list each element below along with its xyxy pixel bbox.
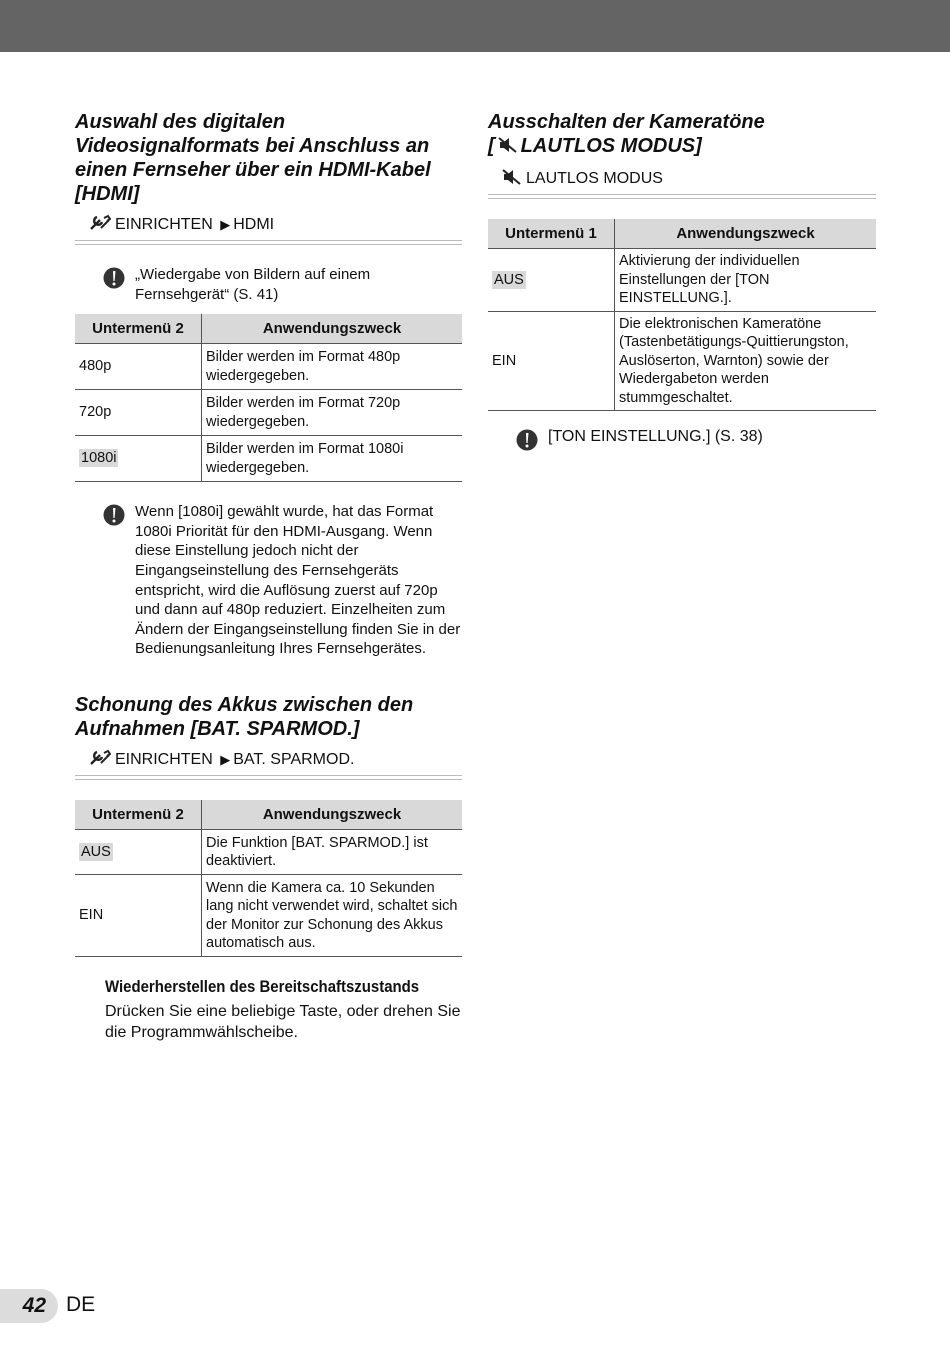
- silent-note: [488, 427, 876, 447]
- restore-title: Wiederherstellen des Bereitschaftszustands: [105, 977, 420, 996]
- restore-text: Drücken Sie eine beliebige Taste, oder drehen Sie die Programmwählscheibe.: [105, 1003, 461, 1041]
- table-row: [75, 344, 462, 390]
- triangle-right-icon: ▶: [220, 217, 231, 232]
- speaker-muted-icon: [498, 136, 518, 160]
- hdmi-note-2-text: Wenn [1080i] gewählt wurde, hat das Format 1080i Priorität für den HDMI-Ausgang. Wenn diese Einstellung jedoch nicht der Eingangseinstellung des Fernsehgeräts entspricht, wird die Auflösung zuerst auf 720p und dann auf 480p reduziert. Einzelheiten zum Ändern der Eingangseinstellung finden Sie in der Bedienungsanleitung Ihres Fernsehgerätes.: [135, 503, 461, 658]
- table-cell-key: [488, 249, 615, 312]
- silent-title-a: Ausschalten der Kameratöne: [488, 111, 765, 133]
- silent-section: [488, 110, 876, 447]
- table-header: Untermenü 1: [488, 219, 615, 249]
- silent-menu-path: [488, 168, 876, 192]
- divider: [75, 240, 462, 245]
- caution-icon: [103, 504, 125, 532]
- table-header: Anwendungszweck: [615, 219, 877, 249]
- battery-section: [75, 693, 462, 1043]
- shaded-key: 1080i: [81, 450, 117, 467]
- top-bar: [0, 0, 950, 52]
- restore-box: [75, 977, 462, 1043]
- hdmi-section: [75, 110, 462, 659]
- battery-path-b: BAT. SPARMOD.: [233, 751, 355, 768]
- page-number: 42: [22, 1294, 46, 1317]
- table-row: [75, 390, 462, 436]
- table-row: [75, 436, 462, 482]
- shaded-key: AUS: [81, 843, 111, 860]
- wrench-icon: [89, 214, 111, 238]
- hdmi-note: [75, 265, 462, 304]
- table-row: [75, 830, 462, 875]
- hdmi-note-2: [75, 502, 462, 659]
- table-header: Anwendungszweck: [202, 314, 463, 344]
- silent-title-b: [: [488, 135, 495, 157]
- table-header: Anwendungszweck: [202, 800, 463, 830]
- table-row: [488, 311, 876, 411]
- hdmi-menu-path: [75, 214, 462, 238]
- divider: [75, 775, 462, 780]
- table-cell-key: [75, 436, 202, 482]
- hdmi-path-b: HDMI: [233, 216, 275, 233]
- silent-title: [488, 110, 876, 160]
- silent-note-text: [TON EINSTELLUNG.] (S. 38): [548, 428, 763, 445]
- table-cell-key: 720p: [75, 390, 202, 436]
- table-cell-value: Wenn die Kamera ca. 10 Sekunden lang nicht verwendet wird, schaltet sich der Monitor zur Schonung des Akkus automatisch aus.: [202, 875, 463, 957]
- table-cell-value: Bilder werden im Format 1080i wiedergegeben.: [202, 436, 463, 482]
- table-cell-key: [75, 830, 202, 875]
- battery-title: Schonung des Akkus zwischen den Aufnahmen [BAT. SPARMOD.]: [75, 694, 414, 740]
- table-row: [488, 249, 876, 312]
- table-cell-value: Aktivierung der individuellen Einstellungen der [TON EINSTELLUNG.].: [615, 249, 877, 312]
- table-header: Untermenü 2: [75, 800, 202, 830]
- divider: [488, 194, 876, 199]
- battery-path-a: EINRICHTEN: [115, 751, 213, 768]
- table-cell-key: EIN: [75, 875, 202, 957]
- silent-title-c: LAUTLOS MODUS]: [520, 135, 702, 157]
- table-header: Untermenü 2: [75, 314, 202, 344]
- hdmi-note-text: „Wiedergabe von Bildern auf einem Fernsehgerät“ (S. 41): [135, 266, 371, 303]
- shaded-key: AUS: [494, 271, 524, 288]
- table-cell-key: 480p: [75, 344, 202, 390]
- battery-table: [75, 800, 462, 957]
- hdmi-table: [75, 314, 462, 482]
- caution-icon: [103, 267, 125, 295]
- silent-table: [488, 219, 876, 411]
- hdmi-path-a: EINRICHTEN: [115, 216, 213, 233]
- hdmi-title: Auswahl des digitalen Videosignalformats bei Anschluss an einen Fernseher über ein HDMI-Kabel [HDMI]: [75, 111, 431, 205]
- table-cell-key: EIN: [488, 311, 615, 411]
- caution-icon: [516, 429, 538, 457]
- speaker-muted-icon: [502, 168, 522, 192]
- wrench-icon: [89, 749, 111, 773]
- battery-menu-path: [75, 749, 462, 773]
- table-cell-value: Bilder werden im Format 720p wiedergegeben.: [202, 390, 463, 436]
- triangle-right-icon: ▶: [220, 752, 231, 767]
- table-row: [75, 875, 462, 957]
- table-cell-value: Bilder werden im Format 480p wiedergegeben.: [202, 344, 463, 390]
- table-cell-value: Die elektronischen Kameratöne (Tastenbetätigungs-Quittierungston, Auslöserton, Warnton) sowie der Wiedergabeton werden stummgeschaltet.: [615, 311, 877, 411]
- silent-path: LAUTLOS MODUS: [526, 170, 663, 187]
- page-number-tab: [0, 1289, 58, 1323]
- table-cell-value: Die Funktion [BAT. SPARMOD.] ist deaktiviert.: [202, 830, 463, 875]
- language-code: DE: [66, 1293, 96, 1316]
